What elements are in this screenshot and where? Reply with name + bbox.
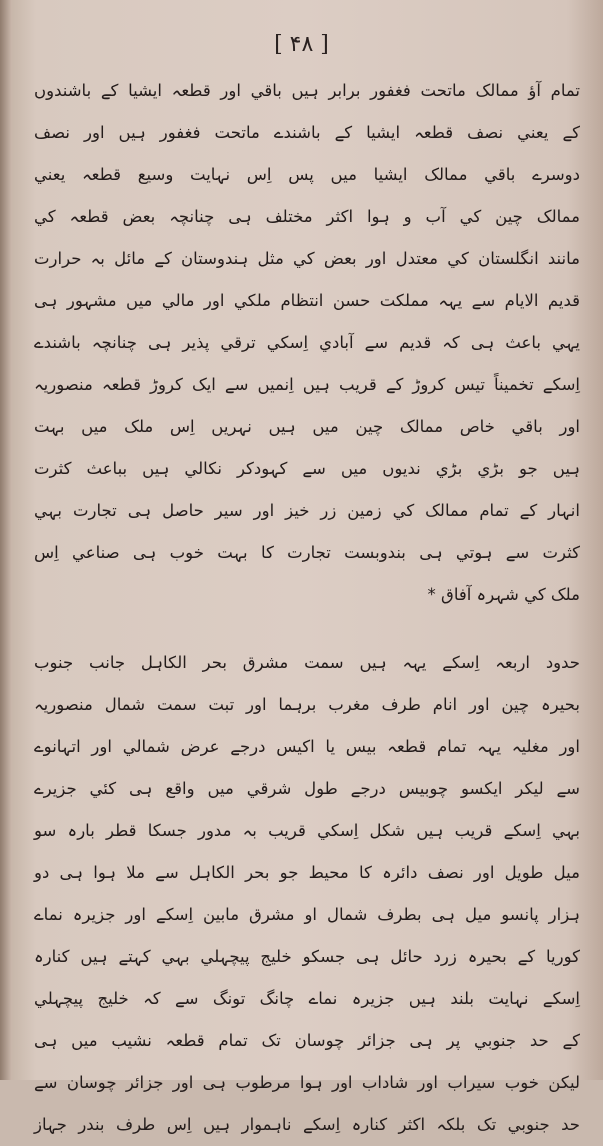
text-line: دوسرے باقي ممالک ایشیا میں پس اِس نہایت وسیع قطعہ یعني	[34, 165, 580, 184]
text-line: اور مغلیہ یہہ تمام قطعہ بیس یا اکیس درجے عرض شمالي اور اتہانوے	[34, 737, 580, 756]
text-line: اِسکے تخمیناً تیس کروڑ کے قریب ہیں اِنمیں سے ایک کروڑ قطعہ منصوریہ	[34, 375, 580, 394]
text-line: سے لیکر ایکسو چوبیس درجے طول شرقي میں واقع ہی کئي جزیرے	[34, 779, 580, 798]
text-line: ممالک چین کي آب و ہوا اکثر مختلف ہی چنانچہ بعض قطعہ کي	[34, 207, 580, 226]
text-line: بہي اِسکے قریب ہیں شکل اِسکي قریب بہ مدور جسکا قطر بارہ سو	[34, 821, 580, 840]
text-line: تمام آؤ ممالک ماتحت فغفور برابر ہیں باقي اور قطعہ ایشیا کے باشندوں	[34, 81, 580, 100]
text-line: ملک کي شہرہ آفاق *	[427, 585, 580, 604]
paragraph-gap	[34, 616, 580, 642]
text-line: ہزار پانسو میل ہی بطرف شمال او مشرق مابین اِسکے اور جزیرہ نماے	[34, 905, 580, 924]
text-line: یہي باعث ہی کہ قدیم سے آبادي اِسکي ترقي پذیر ہی چنانچہ باشندے	[34, 333, 580, 352]
text-line: کثرت سے ہوتي ہی بندوبست تجارت کا بہت خوب ہی صناعي اِس	[34, 543, 580, 562]
text-line: کوریا کے بحیرہ زرد حائل ہی جسکو خلیج پیچہلي بہي کہتے ہیں کنارہ	[34, 947, 580, 966]
text-line: اور باقي خاص ممالک چین میں ہیں نہریں اِس ملک میں بہت	[34, 417, 580, 436]
text-line: قدیم الایام سے یہہ مملکت حسن انتظام ملکي اور مالي میں مشہور ہی	[34, 291, 580, 310]
paragraph	[34, 642, 580, 1146]
page-spine-shadow	[0, 0, 12, 1080]
text-line: بحیرہ چین اور انام طرف مغرب برہما اور تبت سمت شمال منصوریہ	[34, 695, 580, 714]
text-line: ہیں جو بڑي بڑي ندیوں میں سے کہودکر نکالي ہیں بباعث کثرت	[34, 459, 580, 478]
paragraph	[34, 70, 580, 616]
text-line: حدود اربعہ اِسکے یہہ ہیں سمت مشرق بحر الکاہل جانب جنوب	[34, 653, 580, 672]
text-line: مانند انگلستان کي معتدل اور بعض کي مثل ہندوستان کے مائل بہ حرارت	[34, 249, 580, 268]
page-number: [ ۴۸ ]	[274, 32, 329, 57]
text-line: کے حد جنوبي پر ہی جزائر چوسان تک تمام قطعہ نشیب میں ہی	[34, 1031, 580, 1050]
text-line: حد جنوبي تک بلکہ اکثر کنارہ اِسکے ناہموار ہیں اِس طرف بندر جہاز	[34, 1115, 580, 1134]
text-line: لیکن خوب سیراب اور شاداب اور ہوا مرطوب ہی اور جزائر چوسان سے	[34, 1073, 580, 1092]
text-line: میل طویل اور نصف دائرہ کا محیط جو بحر الکاہل سے ملا ہوا ہی دو	[34, 863, 580, 882]
text-line: کے یعني نصف قطعہ ایشیا کے باشندے ماتحت فغفور ہیں اور نصف	[34, 123, 580, 142]
text-line: اِسکے نہایت بلند ہیں جزیرہ نماے چانگ تونگ سے کہ خلیج پیچہلي	[34, 989, 580, 1008]
body-text	[34, 70, 580, 1146]
text-line: انہار کے تمام ممالک کي زمین زر خیز اور سیر حاصل ہی تجارت بہي	[34, 501, 580, 520]
